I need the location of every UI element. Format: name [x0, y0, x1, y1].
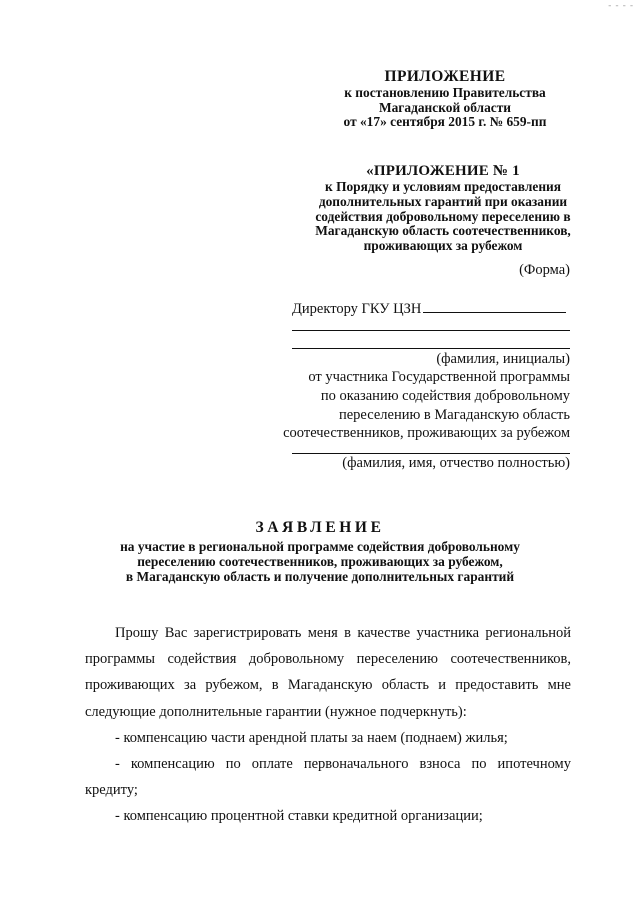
full-name-hint: (фамилия, имя, отчество полностью)	[342, 455, 570, 471]
appendix2-line: содействия добровольному переселению в	[315, 208, 571, 224]
appendix-title: ПРИЛОЖЕНИЕ	[384, 68, 506, 85]
appendix-header	[330, 67, 560, 130]
appendix2-line: Магаданскую область соотечественников,	[315, 223, 571, 239]
from-line: переселению в Магаданскую область	[338, 406, 570, 423]
statement-subtitle	[0, 540, 640, 585]
corner-mark: - - - -	[608, 0, 634, 10]
name-hint: (фамилия, инициалы)	[436, 351, 570, 367]
appendix-line: от «17» сентября 2015 г. № 659-пп	[343, 114, 547, 130]
appendix-line: Магаданской области	[378, 99, 512, 115]
appendix2-title: «ПРИЛОЖЕНИЕ № 1	[366, 163, 520, 179]
statement-body	[85, 620, 571, 830]
appendix2-line: дополнительных гарантий при оказании	[318, 193, 568, 209]
director-label: Директору ГКУ ЦЗН	[292, 301, 422, 317]
director-line	[292, 297, 566, 318]
appendix-line: к постановлению Правительства	[344, 85, 546, 100]
form-label: (Форма)	[519, 262, 570, 278]
from-line: по оказанию содействия добровольному	[320, 387, 570, 404]
appendix2-header	[300, 162, 586, 254]
intro-paragraph: Прошу Вас зарегистрировать меня в качестве участника региональной программы содействия добровольному переселению соотечественников, проживающих за рубежом, в Магаданскую область и предоставить мне следующие дополнительные гарантии (нужное подчеркнуть):	[85, 625, 571, 720]
appendix2-line: проживающих за рубежом	[363, 238, 523, 254]
guarantee-item: - компенсацию процентной ставки кредитной организации;	[115, 808, 483, 825]
from-line: соотечественников, проживающих за рубежом	[283, 425, 570, 442]
director-blank-line[interactable]	[292, 348, 570, 349]
fullname-blank-line[interactable]	[292, 453, 570, 454]
guarantee-item: - компенсацию по оплате первоначального взноса по ипотечному кредиту;	[85, 756, 571, 799]
guarantee-item: - компенсацию части арендной платы за наем (поднаем) жилья;	[115, 729, 508, 746]
statement-subtitle-line: переселению соотечественников, проживающих за рубежом,	[137, 553, 503, 569]
from-block	[283, 368, 570, 443]
statement-title: ЗАЯВЛЕНИЕ	[255, 519, 385, 536]
statement-subtitle-line: в Магаданскую область и получение дополнительных гарантий	[125, 568, 515, 584]
statement-subtitle-line: на участие в региональной программе содействия добровольному	[120, 539, 520, 554]
from-line: от участника Государственной программы	[308, 369, 570, 385]
director-fill-line[interactable]	[423, 297, 566, 313]
director-blank-line[interactable]	[292, 330, 570, 331]
appendix2-line: к Порядку и условиям предоставления	[325, 179, 561, 194]
